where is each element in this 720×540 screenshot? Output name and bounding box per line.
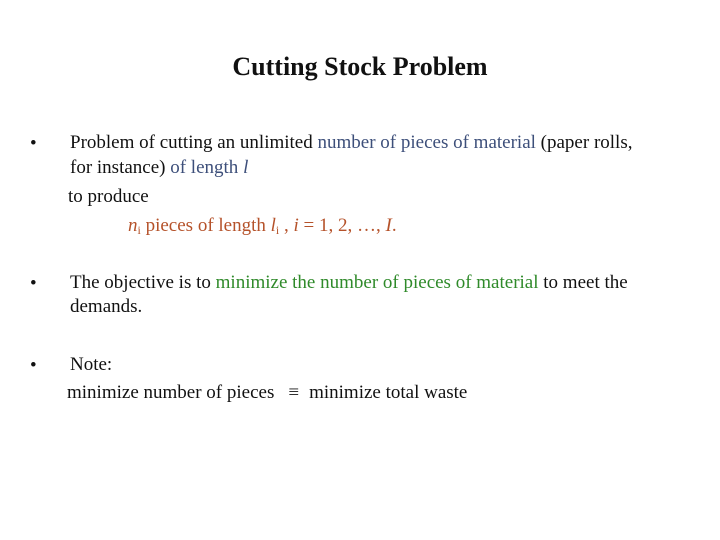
formula-n-sub: i [137, 223, 141, 237]
formula-i: i [293, 215, 299, 236]
bullet-2-text-c: to meet the [538, 272, 628, 293]
bullet-1-text-c: (paper rolls, [535, 132, 633, 153]
formula-I: I [385, 215, 392, 236]
bullet-3-line-1: Note: [70, 354, 113, 375]
formula-mid: pieces of length [140, 215, 271, 236]
formula-range: = 1, 2, …, [298, 215, 386, 236]
formula-l: l [270, 215, 276, 236]
formula-n: n [128, 215, 138, 236]
bullet-2-marker: • [30, 273, 37, 294]
formula-comma: , [279, 215, 294, 236]
equivalence-symbol: ≡ [288, 382, 300, 403]
bullet-1-text-instance: for instance) [70, 157, 171, 178]
bullet-2-highlight-objective: minimize the number of pieces of material [215, 272, 539, 293]
bullet-1-line-3: to produce [68, 186, 149, 207]
bullet-2-line-2: demands. [70, 296, 143, 317]
bullet-2-text-a: The objective is to [70, 272, 216, 293]
slide-title: Cutting Stock Problem [232, 52, 488, 81]
bullet-1-highlight-length [170, 157, 248, 178]
note-right-text: minimize total waste [309, 382, 468, 403]
bullet-2-line-1 [70, 272, 628, 294]
bullet-1-line-1 [70, 132, 632, 154]
bullet-1-text-a: Problem of cutting an unlimited [70, 132, 318, 153]
formula-period: . [391, 215, 397, 236]
bullet-3-line-2 [67, 382, 467, 404]
note-left-text: minimize number of pieces [67, 382, 275, 403]
length-text: of length [170, 157, 244, 178]
length-variable: l [243, 157, 249, 178]
formula-l-sub: i [275, 223, 280, 237]
bullet-1-marker: • [30, 133, 37, 154]
bullet-1-highlight-material: number of pieces of material [317, 132, 536, 153]
bullet-1-line-2 [70, 157, 248, 179]
bullet-1-formula [128, 215, 397, 238]
bullet-3-marker: • [30, 355, 37, 376]
